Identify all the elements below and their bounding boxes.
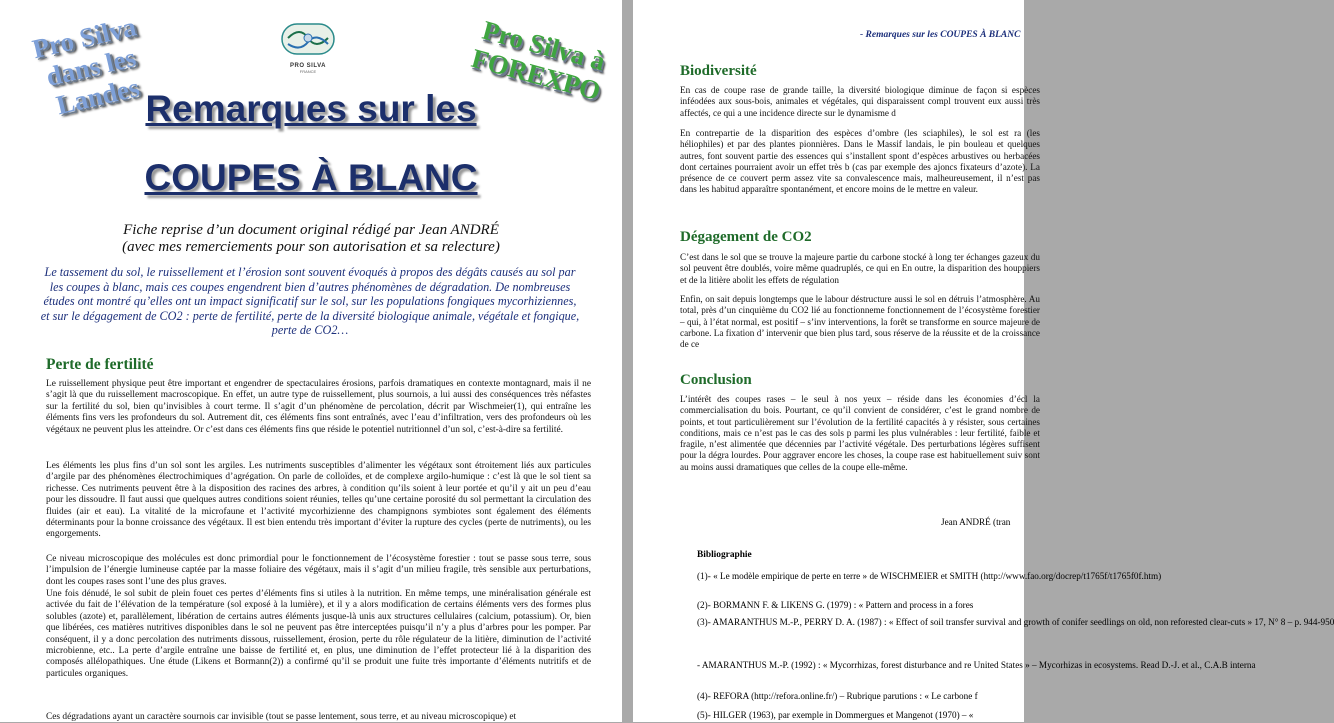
section-heading-conclusion: Conclusion [680, 372, 752, 388]
paragraph-5: Ces dégradations ayant un caractère sournois car invisible (tout se passe lentement, sous terre, et au niveau microscopique) et [46, 712, 517, 722]
subtitle-author: Fiche reprise d’un document original rédigé par Jean ANDRÉ [123, 222, 499, 238]
paragraph-4: Une fois dénudé, le sol subit de plein fouet ces pertes d’éléments fins si utiles à la nutrition. En même temps, une minéralisation générale est activée du fait de l’élévation de la température (sol exposé à la lumière), et il y a alors modification de certains éléments vers des formes plus solubles (azote) et, parallèlement, libération de certains autres éléments jusque-là unis aux structures cellulaires (calcium, potassium). Or, bien que libérées, ces matières nutritives disponibles dans le sol ne peuvent pas être interceptées puisqu’il n’y a plus d’arbres pour les pomper. Par conséquent, il y a donc percolation des nutriments dissous, ruissellement, érosion, perte du rôle régulateur de la litière, diminution de l’activité microbienne, etc.. La perte d’argile entraîne une baisse de fertilité et, en plus, une diminution de l’effet protecteur lié à la disparition des composés allélopathiques. Une étude (Likens et Bormann(2)) a confirmé qu’il se produit une fuite très importante d’éléments nutritifs et de particules organiques. [46, 589, 591, 679]
section-heading-biodiversite: Biodiversité [680, 63, 757, 79]
pro-silva-logo [276, 22, 340, 74]
bio-paragraph-2: En contrepartie de la disparition des espèces d’ombre (les sciaphiles), le sol est ra (les héliophiles) et par des plantes pionnières. Dans le Massif landais, le pin bouleau et quelques autres, font souvent partie des essences qui s’installent spont d’espèces arbustives ou herbacées dont certaines pourraient avoir un effet très b (cas par exemple des ajoncs fixateurs d’azote). La présence de ce couvert perm assez vite sa convalescence mais, malheureusement, il n’est pas dans les habitud apparaître spontanément, et encore moins de le mettre en valeur. [680, 128, 1040, 195]
running-header: - Remarques sur les COUPES À BLANC [860, 30, 1021, 40]
title-line-2: COUPES À BLANC [144, 157, 478, 198]
logo-text: PRO SILVA [290, 63, 326, 69]
paragraph-1: Le ruissellement physique peut être important et engendrer de spectaculaires érosions, parfois dramatiques en contexte montagnard, mais il ne s’agit là que du ruissellement macroscopique. En effet, un autre type de ruissellement, plus sournois, a lui aussi des conséquences très néfastes sur la fertilité du sol, bien qu’invisibles à court terme. Il s’agit d’un phénomène de percolation, décrit par Wischmeier(1), qui entraîne les éléments fins vers les profondeurs du sol. Autrement dit, ces éléments fins sont entraînés, avec l’eau d’infiltration, vers des profondeurs où les végétaux ne peuvent plus les atteindre. Or c’est dans ces éléments fins que réside le potentiel nutritionnel d’un sol, c’est-à-dire sa fertilité. [46, 379, 591, 435]
section-heading-perte-fertilite: Perte de fertilité [46, 356, 154, 373]
bibliography-item-4: - AMARANTHUS M.-P. (1992) : « Mycorrhizas, forest disturbance and re United States » – Mycorhizas in ecosystems. Read D.-J. et al., C.A.B interna [697, 660, 1256, 670]
bibliography-item-5: (4)- REFORA (http://refora.online.fr/) – Rubrique parutions : « Le carbone f [697, 691, 978, 701]
bibliography-item-1: (1)- « Le modèle empirique de perte en terre » de WISCHMEIER et SMITH (http://www.fao.org/docrep/t1765f/t1765f0f.htm) [697, 571, 1162, 581]
bibliography-title: Bibliographie [697, 550, 752, 560]
paragraph-2: Les éléments les plus fins d’un sol sont les argiles. Les nutriments susceptibles d’alimenter les végétaux sont étroitement liés aux particules d’argile par des phénomènes électrochimiques d’agrégation. On parle de colloïdes, et de complexe argilo-humique : c’est là que le sol tient sa richesse. Ces nutriments peuvent être à la disposition des racines des arbres, à condition qu’ils soient à leur portée et qu’il y ait un peu d’eau pour les dissoudre. Il faut aussi que quelques autres conditions soient réunies, telles qu’une certaine porosité du sol permettant la circulation des fluides (air et eau). La vitalité de la microfaune et l’activité mycorhizienne des champignons symbiotes sont également des éléments déterminants pour la bonne croissance des végétaux. Il est bien entendu très important d’éviter la rupture des cycles (perte de nutriments), ou les engorgements. [46, 461, 591, 540]
co2-paragraph-2: Enfin, on sait depuis longtemps que le labour déstructure aussi le sol en détruis l’atmosphère. Au total, près d’un cinquième du CO2 lié au fonctionneme fonctionnement de l’écosystème forestier – qui, à l’état normal, est positif – s’inv interventions, la forêt se transforme en source majeure de carbone. La fixation d’ intervenir que bien plus tard, sous réserve de la réussite et de la croissance de ce [680, 294, 1040, 350]
bibliography-item-6: (5)- HILGER (1963), par exemple in Dommergues et Mangenot (1970) – « [697, 710, 974, 720]
intro-summary: Le tassement du sol, le ruissellement et l’érosion sont souvent évoqués à propos des dégâts causés au sol par les coupes à blanc, mais ces coupes engendrent bien d’autres phénomènes de dégradation. De nombreuses études ont montré qu’elles ont un impact significatif sur le sol, sur les populations fongiques mycorhiziennes, et sur le dégagement de CO2 : perte de fertilité, perte de la diversité biologique animale, végétale et fongique, perte de CO2… [40, 265, 580, 338]
bibliography-item-3: (3)- AMARANTHUS M.-P., PERRY D. A. (1987) : « Effect of soil transfer survival and growth of conifer seedlings on old, non reforested clear-cuts » 17, N° 8 – p. 944-950 [697, 617, 1334, 627]
paragraph-3: Ce niveau microscopique des molécules est donc primordial pour le fonctionnement de l’écosystème forestier : tout se passe sous terre, sous l’impulsion de l’énergie lumineuse captée par la masse foliaire des végétaux, mais il s’agit d’un milieu fragile, très sensible aux perturbations, dont les coupes rases sont l’une des plus graves. [46, 554, 591, 587]
title-line-1: Remarques sur les [145, 88, 477, 129]
subtitle-thanks: (avec mes remerciements pour son autorisation et sa relecture) [122, 239, 500, 255]
left-document-page [0, 0, 622, 722]
logo-subtext: FRANCE [299, 69, 317, 74]
pro-silva-logo-icon [276, 22, 340, 58]
bibliography-item-2: (2)- BORMANN F. & LIKENS G. (1979) : « Pattern and process in a fores [697, 600, 974, 610]
conclusion-paragraph: L’intérêt des coupes rases – le seul à nos yeux – réside dans les économies d’écl la commercialisation du bois. Pourtant, ce qu’il convient de considérer, c’est le grand nombre de points, et tout particulièrement sur l’évolution de la fertilité capacités à y résister, sous certaines conditions, mais ce n’est pas le cas des sols p parmi les plus vulnérables : leur fertilité, faible et fragile, n’est alimentée que décennies par l’activité végétale. Des perturbations légères suffisent pour la dégra lourdes. Pour aggraver encore les choses, la coupe rase est habituellement suiv sont au moins aussi dramatiques que celles de la coupe elle-même. [680, 394, 1040, 472]
stamp-pro-silva-forexpo: Pro Silva à FOREXPO [468, 14, 609, 107]
stamp-pro-silva-landes: Pro Silva dans les Landes [29, 11, 143, 121]
signature: Jean ANDRÉ (tran [941, 517, 1011, 527]
bio-paragraph-1: En cas de coupe rase de grande taille, la diversité biologique diminue de façon si espèces inféodées aux sous-bois, animales et végétales, qui disparaissent compl trouvent eux aussi très affectés, ce qui a une incidence directe sur le dynamisme d [680, 85, 1040, 118]
section-heading-degagement-co2: Dégagement de CO2 [680, 229, 812, 245]
co2-paragraph-1: C’est dans le sol que se trouve la majeure partie du carbone stocké à long ter échanges gazeux du sol peuvent être doublés, voire même quadruplés, ce qui en En outre, la disparition des houppiers et de la litière abolit les effets de régulation [680, 252, 1040, 285]
